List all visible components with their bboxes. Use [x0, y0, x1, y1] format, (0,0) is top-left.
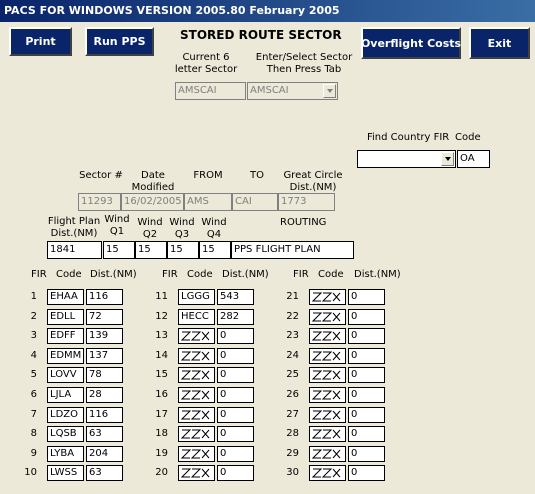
fir-row-number: 24	[286, 350, 299, 361]
fir-code-field[interactable]: EHAA	[47, 289, 84, 305]
fir-dist-field[interactable]: 0	[217, 387, 254, 403]
fir-code-field[interactable]	[178, 426, 215, 442]
empty-code-icon	[181, 351, 211, 361]
fir-dist-field[interactable]: 0	[348, 328, 385, 344]
date-modified-label: Date Modified	[131, 170, 175, 193]
fir-row-number: 14	[155, 350, 168, 361]
print-button[interactable]: Print	[9, 27, 72, 56]
fir-code-field[interactable]	[309, 289, 346, 305]
current-sector-label: Current 6 letter Sector	[174, 52, 238, 75]
fir-row-number: 25	[286, 369, 299, 380]
fir-code-field[interactable]: LJLA	[47, 387, 84, 403]
fir-dist-field[interactable]: 63	[86, 465, 123, 481]
sector-select-value: AMSCAI	[250, 85, 289, 96]
fir-row-number: 7	[30, 409, 37, 420]
wind-q3-field[interactable]: 15	[167, 241, 199, 259]
fir-code-field[interactable]: LQSB	[47, 426, 84, 442]
fir-code-field[interactable]: LDZO	[47, 407, 84, 423]
fir-row-number: 9	[30, 448, 37, 459]
fir-row-number: 27	[286, 409, 299, 420]
fir-code-field[interactable]: LGGG	[178, 289, 215, 305]
fir-dist-field[interactable]: 78	[86, 367, 123, 383]
fir-code-field[interactable]	[309, 465, 346, 481]
fir-dist-field[interactable]: 543	[217, 289, 254, 305]
fir-dist-field[interactable]: 0	[348, 407, 385, 423]
chevron-down-icon[interactable]	[323, 84, 336, 98]
routing-field[interactable]: PPS FLIGHT PLAN	[231, 241, 354, 259]
fir-dist-field[interactable]: 0	[348, 289, 385, 305]
fir-dist-field[interactable]: 139	[86, 328, 123, 344]
empty-code-icon	[181, 468, 211, 478]
fir-code-field[interactable]: EDLL	[47, 309, 84, 325]
window-title: PACS FOR WINDOWS VERSION 2005.80 February 2005	[0, 0, 535, 22]
fir-code-field[interactable]	[178, 348, 215, 364]
fir-dist-field[interactable]: 0	[348, 387, 385, 403]
fir-header: FIR	[31, 269, 47, 280]
empty-code-icon	[312, 331, 342, 341]
fir-row-number: 20	[155, 467, 168, 478]
fir-code-field[interactable]: EDFF	[47, 328, 84, 344]
fir-row-number: 17	[155, 409, 168, 420]
fir-dist-field[interactable]: 0	[217, 426, 254, 442]
fir-row-number: 29	[286, 448, 299, 459]
fir-dist-field[interactable]: 28	[86, 387, 123, 403]
empty-code-icon	[181, 449, 211, 459]
fir-dist-field[interactable]: 282	[217, 309, 254, 325]
country-code-field[interactable]: OA	[457, 150, 490, 168]
fir-row-number: 12	[155, 311, 168, 322]
chevron-down-icon[interactable]	[441, 152, 454, 166]
fir-header: FIR	[293, 269, 309, 280]
find-country-label: Find Country FIR	[367, 132, 450, 143]
fir-row-number: 8	[30, 428, 37, 439]
wind-q3-label: Wind Q3	[169, 217, 195, 240]
fir-code-field[interactable]	[309, 348, 346, 364]
fir-code-field[interactable]	[309, 328, 346, 344]
fir-dist-field[interactable]: 0	[217, 407, 254, 423]
empty-code-icon	[312, 370, 342, 380]
fir-dist-field[interactable]: 0	[348, 309, 385, 325]
flight-plan-dist-field[interactable]: 1841	[47, 241, 102, 259]
fir-row-number: 13	[155, 330, 168, 341]
overflight-costs-button[interactable]: Overflight Costs	[361, 27, 461, 59]
dist-header: Dist.(NM)	[90, 269, 137, 280]
great-circle-label: Great Circle Dist.(NM)	[283, 170, 343, 193]
fir-row-number: 19	[155, 448, 168, 459]
country-fir-select[interactable]	[357, 150, 456, 168]
fir-code-field[interactable]	[309, 309, 346, 325]
empty-code-icon	[312, 429, 342, 439]
fir-dist-field[interactable]: 204	[86, 446, 123, 462]
wind-q4-field[interactable]: 15	[199, 241, 231, 259]
sector-select[interactable]	[247, 82, 338, 100]
empty-code-icon	[181, 410, 211, 420]
fir-dist-field[interactable]: 72	[86, 309, 123, 325]
current-sector-field: AMSCAI	[175, 82, 246, 100]
fir-row-number: 6	[30, 389, 37, 400]
fir-row-number: 23	[286, 330, 299, 341]
fir-row-number: 21	[286, 291, 299, 302]
fir-dist-field[interactable]: 0	[348, 348, 385, 364]
fir-row-number: 16	[155, 389, 168, 400]
date-modified-field: 16/02/2005	[121, 193, 184, 211]
fir-dist-field[interactable]: 116	[86, 289, 123, 305]
code-label: Code	[455, 132, 481, 143]
exit-button[interactable]: Exit	[469, 27, 530, 59]
great-circle-field: 1773	[278, 193, 335, 211]
fir-dist-field[interactable]: 0	[348, 426, 385, 442]
fir-row-number: 26	[286, 389, 299, 400]
run-pps-button[interactable]: Run PPS	[85, 27, 154, 56]
fir-code-field[interactable]	[178, 407, 215, 423]
fir-code-field[interactable]	[309, 446, 346, 462]
fir-code-field[interactable]	[178, 367, 215, 383]
wind-q4-label: Wind Q4	[201, 217, 227, 240]
sector-number-field: 11293	[78, 193, 121, 211]
fir-dist-field[interactable]: 0	[217, 348, 254, 364]
wind-q2-field[interactable]: 15	[135, 241, 167, 259]
fir-code-field[interactable]: LYBA	[47, 446, 84, 462]
fir-row-number: 4	[30, 350, 37, 361]
fir-dist-field[interactable]: 0	[217, 446, 254, 462]
empty-code-icon	[312, 292, 342, 302]
fir-code-field[interactable]	[178, 446, 215, 462]
fir-code-field[interactable]: EDMM	[47, 348, 84, 364]
fir-row-number: 10	[24, 467, 37, 478]
fir-row-number: 5	[30, 369, 37, 380]
fir-dist-field[interactable]: 0	[217, 328, 254, 344]
flight-plan-dist-label: Flight Plan Dist.(NM)	[47, 216, 101, 239]
from-label: FROM	[193, 170, 223, 181]
dist-header: Dist.(NM)	[354, 269, 401, 280]
routing-label: ROUTING	[280, 217, 327, 228]
fir-code-field[interactable]	[309, 407, 346, 423]
fir-row-number: 28	[286, 428, 299, 439]
fir-dist-field[interactable]: 0	[217, 367, 254, 383]
select-sector-label: Enter/Select Sector Then Press Tab	[255, 52, 353, 75]
fir-dist-field[interactable]: 0	[217, 465, 254, 481]
empty-code-icon	[181, 370, 211, 380]
fir-dist-field[interactable]: 137	[86, 348, 123, 364]
code-header: Code	[318, 269, 344, 280]
empty-code-icon	[312, 468, 342, 478]
empty-code-icon	[312, 449, 342, 459]
fir-row-number: 2	[30, 311, 37, 322]
fir-code-field[interactable]	[309, 387, 346, 403]
empty-code-icon	[312, 312, 342, 322]
empty-code-icon	[312, 390, 342, 400]
fir-code-field[interactable]	[309, 367, 346, 383]
fir-row-number: 15	[155, 369, 168, 380]
fir-header: FIR	[162, 269, 178, 280]
fir-code-field[interactable]	[178, 465, 215, 481]
wind-q1-label: Wind Q1	[104, 214, 130, 237]
page-title: STORED ROUTE SECTOR	[180, 28, 342, 42]
fir-row-number: 18	[155, 428, 168, 439]
fir-row-number: 11	[155, 291, 168, 302]
sector-number-label: Sector #	[79, 170, 123, 181]
fir-dist-field[interactable]: 0	[348, 465, 385, 481]
code-header: Code	[187, 269, 213, 280]
fir-row-number: 22	[286, 311, 299, 322]
fir-code-field[interactable]: HECC	[178, 309, 215, 325]
wind-q1-field[interactable]: 15	[103, 241, 135, 259]
fir-dist-field[interactable]: 116	[86, 407, 123, 423]
fir-row-number: 1	[30, 291, 37, 302]
to-field: CAI	[232, 193, 278, 211]
to-label: TO	[250, 170, 264, 181]
empty-code-icon	[181, 331, 211, 341]
from-field: AMS	[184, 193, 232, 211]
empty-code-icon	[181, 390, 211, 400]
fir-code-field[interactable]: LWSS	[47, 465, 84, 481]
fir-dist-field[interactable]: 0	[348, 446, 385, 462]
dist-header: Dist.(NM)	[222, 269, 269, 280]
fir-row-number: 3	[30, 330, 37, 341]
fir-code-field[interactable]	[178, 328, 215, 344]
empty-code-icon	[312, 351, 342, 361]
empty-code-icon	[181, 429, 211, 439]
fir-row-number: 30	[286, 467, 299, 478]
empty-code-icon	[312, 410, 342, 420]
fir-dist-field[interactable]: 0	[348, 367, 385, 383]
fir-code-field[interactable]	[309, 426, 346, 442]
fir-code-field[interactable]: LOVV	[47, 367, 84, 383]
code-header: Code	[56, 269, 82, 280]
fir-code-field[interactable]	[178, 387, 215, 403]
wind-q2-label: Wind Q2	[137, 217, 163, 240]
fir-dist-field[interactable]: 63	[86, 426, 123, 442]
